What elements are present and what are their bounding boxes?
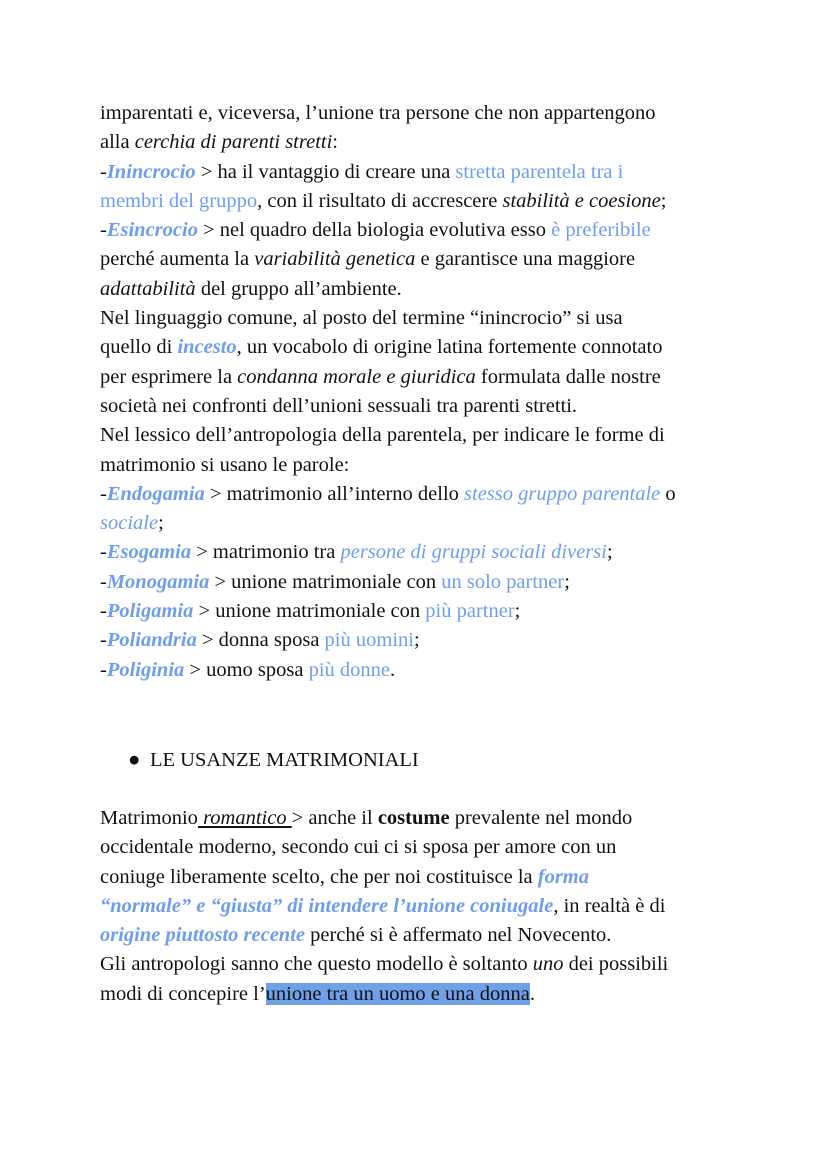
text-line: società nei confronti dell’unioni sessuali tra parenti stretti. <box>100 394 578 417</box>
text-line: matrimonio si usano le parole: <box>100 453 350 476</box>
text-line: imparentati e, viceversa, l’unione tra persone che non appartengono <box>100 102 656 124</box>
bullet-icon: ● <box>128 749 141 771</box>
list-item-poliandria: -Poliandria > donna sposa più uomini; <box>100 629 420 652</box>
term-poligamia: Poligamia <box>106 600 194 623</box>
term-endogamia: Endogamia <box>106 482 205 505</box>
text-line: per esprimere la condanna morale e giuridica formulata dalle nostre <box>100 365 661 388</box>
term-romantico: romantico <box>197 807 292 829</box>
highlighted-text[interactable]: unione tra un uomo e una donna <box>265 982 530 1005</box>
section-heading <box>128 746 419 775</box>
list-item-inincrocio: -Inincrocio > ha il vantaggio di creare una stretta parentela tra i <box>100 160 624 183</box>
list-item-esincrocio: -Esincrocio > nel quadro della biologia evolutiva esso è preferibile <box>100 219 651 242</box>
text-line: coniuge liberamente scelto, che per noi costituisce la forma <box>100 865 589 888</box>
text-line: membri del gruppo, con il risultato di accrescere stabilità e coesione; <box>100 189 667 212</box>
term-costume: costume <box>377 807 450 829</box>
kinship-terms-section <box>100 99 750 685</box>
list-item-esogamia: -Esogamia > matrimonio tra persone di gruppi sociali diversi; <box>100 541 613 564</box>
text-line: origine piuttosto recente perché si è affermato nel Novecento. <box>100 924 612 947</box>
term-incesto: incesto <box>177 336 237 359</box>
term-esincrocio: Esincrocio <box>106 219 198 242</box>
text-line: Gli antropologi sanno che questo modello è soltanto uno dei possibili <box>100 953 669 976</box>
marriage-customs-section <box>100 804 750 1009</box>
term-inincrocio: Inincrocio <box>106 160 196 183</box>
text-line: Nel lessico dell’antropologia della parentela, per indicare le forme di <box>100 424 665 447</box>
text-line: sociale; <box>100 512 164 535</box>
text-line: Matrimonio romantico > anche il costume prevalente nel mondo <box>100 807 633 829</box>
text-line: “normale” e “giusta” di intendere l’unione coniugale, in realtà è di <box>100 894 666 917</box>
text-line: perché aumenta la variabilità genetica e garantisce una maggiore <box>100 248 636 271</box>
text-line: quello di incesto, un vocabolo di origine latina fortemente connotato <box>100 336 663 359</box>
term-poliandria: Poliandria <box>106 629 197 652</box>
text-line: modi di concepire l’unione tra un uomo e una donna. <box>100 982 535 1005</box>
text-line: Nel linguaggio comune, al posto del termine “inincrocio” si usa <box>100 307 623 330</box>
term-monogamia: Monogamia <box>106 570 210 593</box>
list-item-poligamia: -Poligamia > unione matrimoniale con più partner; <box>100 600 521 623</box>
list-item-poliginia: -Poliginia > uomo sposa più donne. <box>100 658 396 681</box>
text-line: alla cerchia di parenti stretti: <box>100 131 338 154</box>
list-item-monogamia: -Monogamia > unione matrimoniale con un solo partner; <box>100 570 570 593</box>
term-poliginia: Poliginia <box>106 658 185 681</box>
list-item-endogamia: -Endogamia > matrimonio all’interno dello stesso gruppo parentale o <box>100 482 676 505</box>
text-line: occidentale moderno, secondo cui ci si sposa per amore con un <box>100 836 617 859</box>
term-esogamia: Esogamia <box>106 541 192 564</box>
text-line: adattabilità del gruppo all’ambiente. <box>100 277 402 300</box>
heading-text: LE USANZE MATRIMONIALI <box>150 749 419 771</box>
